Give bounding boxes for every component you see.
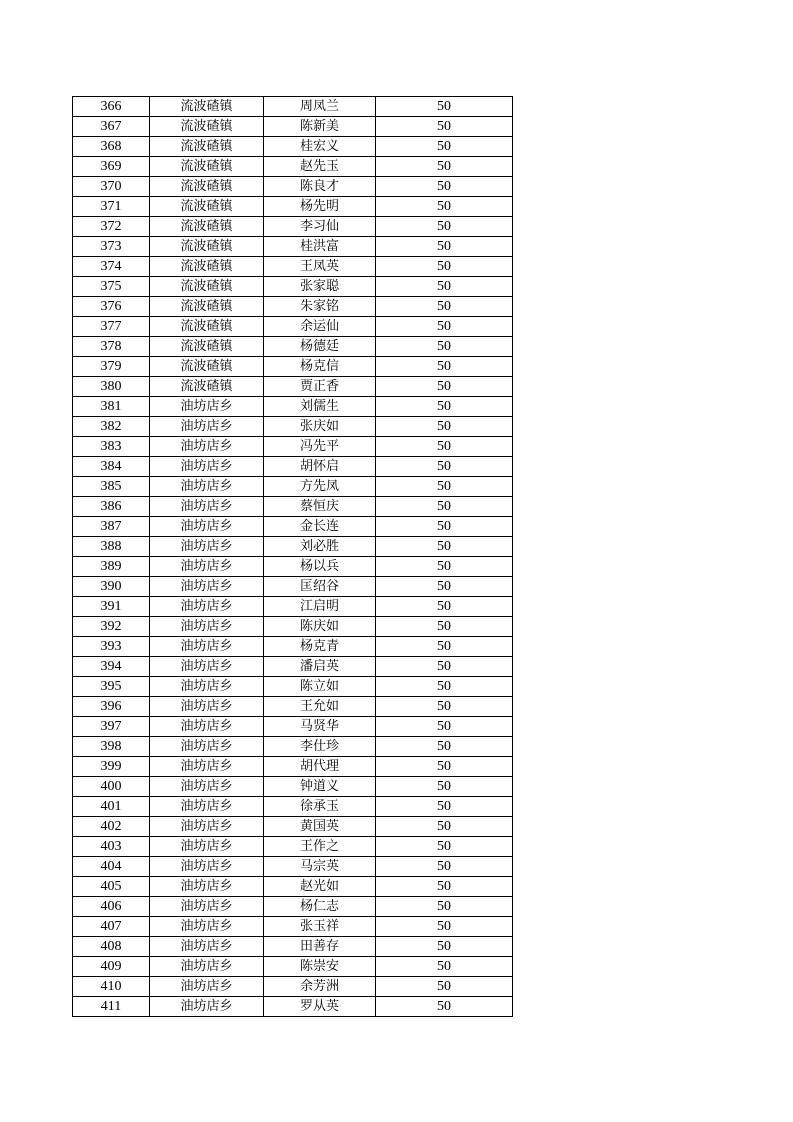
table-row	[73, 257, 513, 277]
table-row	[73, 497, 513, 517]
row-number-cell: 371	[73, 197, 150, 217]
amount-cell: 50	[376, 897, 513, 917]
row-number-cell: 384	[73, 457, 150, 477]
amount-cell: 50	[376, 957, 513, 977]
row-number-cell: 373	[73, 237, 150, 257]
amount-cell: 50	[376, 797, 513, 817]
table-row	[73, 297, 513, 317]
table-row	[73, 817, 513, 837]
amount-cell: 50	[376, 917, 513, 937]
township-cell: 油坊店乡	[150, 957, 264, 977]
table-row	[73, 757, 513, 777]
table-row	[73, 917, 513, 937]
name-cell: 王允如	[264, 697, 376, 717]
table-row	[73, 877, 513, 897]
name-cell: 金长连	[264, 517, 376, 537]
amount-cell: 50	[376, 357, 513, 377]
table-row	[73, 417, 513, 437]
table-row	[73, 357, 513, 377]
table-row	[73, 557, 513, 577]
table-body	[73, 97, 513, 1017]
amount-cell: 50	[376, 637, 513, 657]
amount-cell: 50	[376, 97, 513, 117]
amount-cell: 50	[376, 457, 513, 477]
name-cell: 马宗英	[264, 857, 376, 877]
township-cell: 流波碴镇	[150, 237, 264, 257]
table-row	[73, 957, 513, 977]
township-cell: 油坊店乡	[150, 537, 264, 557]
amount-cell: 50	[376, 217, 513, 237]
township-cell: 油坊店乡	[150, 837, 264, 857]
table-row	[73, 477, 513, 497]
township-cell: 油坊店乡	[150, 917, 264, 937]
amount-cell: 50	[376, 937, 513, 957]
township-cell: 油坊店乡	[150, 617, 264, 637]
name-cell: 余芳洲	[264, 977, 376, 997]
table-row	[73, 137, 513, 157]
township-cell: 油坊店乡	[150, 417, 264, 437]
table-row	[73, 517, 513, 537]
amount-cell: 50	[376, 157, 513, 177]
township-cell: 油坊店乡	[150, 937, 264, 957]
row-number-cell: 381	[73, 397, 150, 417]
row-number-cell: 388	[73, 537, 150, 557]
name-cell: 朱家铭	[264, 297, 376, 317]
name-cell: 杨仁志	[264, 897, 376, 917]
amount-cell: 50	[376, 317, 513, 337]
table-row	[73, 657, 513, 677]
row-number-cell: 400	[73, 777, 150, 797]
row-number-cell: 391	[73, 597, 150, 617]
township-cell: 流波碴镇	[150, 97, 264, 117]
township-cell: 油坊店乡	[150, 457, 264, 477]
township-cell: 油坊店乡	[150, 717, 264, 737]
township-cell: 油坊店乡	[150, 777, 264, 797]
amount-cell: 50	[376, 437, 513, 457]
township-cell: 流波碴镇	[150, 117, 264, 137]
name-cell: 刘必胜	[264, 537, 376, 557]
name-cell: 杨先明	[264, 197, 376, 217]
name-cell: 杨德廷	[264, 337, 376, 357]
table-row	[73, 677, 513, 697]
amount-cell: 50	[376, 197, 513, 217]
amount-cell: 50	[376, 657, 513, 677]
name-cell: 江启明	[264, 597, 376, 617]
row-number-cell: 374	[73, 257, 150, 277]
amount-cell: 50	[376, 777, 513, 797]
name-cell: 贾正香	[264, 377, 376, 397]
amount-cell: 50	[376, 717, 513, 737]
amount-cell: 50	[376, 617, 513, 637]
table-row	[73, 597, 513, 617]
table-row	[73, 937, 513, 957]
row-number-cell: 390	[73, 577, 150, 597]
table-row	[73, 437, 513, 457]
table-row	[73, 897, 513, 917]
amount-cell: 50	[376, 857, 513, 877]
name-cell: 赵先玉	[264, 157, 376, 177]
row-number-cell: 399	[73, 757, 150, 777]
table-row	[73, 277, 513, 297]
table-row	[73, 637, 513, 657]
table-row	[73, 397, 513, 417]
row-number-cell: 393	[73, 637, 150, 657]
amount-cell: 50	[376, 557, 513, 577]
row-number-cell: 377	[73, 317, 150, 337]
township-cell: 油坊店乡	[150, 697, 264, 717]
name-cell: 潘启英	[264, 657, 376, 677]
table-row	[73, 797, 513, 817]
township-cell: 油坊店乡	[150, 757, 264, 777]
name-cell: 钟道义	[264, 777, 376, 797]
township-cell: 油坊店乡	[150, 897, 264, 917]
name-cell: 赵光如	[264, 877, 376, 897]
township-cell: 流波碴镇	[150, 337, 264, 357]
row-number-cell: 410	[73, 977, 150, 997]
name-cell: 王作之	[264, 837, 376, 857]
township-cell: 油坊店乡	[150, 737, 264, 757]
table-row	[73, 117, 513, 137]
name-cell: 王凤英	[264, 257, 376, 277]
amount-cell: 50	[376, 417, 513, 437]
row-number-cell: 383	[73, 437, 150, 457]
amount-cell: 50	[376, 577, 513, 597]
table-row	[73, 837, 513, 857]
table-row	[73, 537, 513, 557]
name-cell: 周凤兰	[264, 97, 376, 117]
amount-cell: 50	[376, 757, 513, 777]
township-cell: 流波碴镇	[150, 217, 264, 237]
row-number-cell: 392	[73, 617, 150, 637]
name-cell: 刘儒生	[264, 397, 376, 417]
table-row	[73, 997, 513, 1017]
row-number-cell: 394	[73, 657, 150, 677]
table-row	[73, 457, 513, 477]
amount-cell: 50	[376, 817, 513, 837]
row-number-cell: 387	[73, 517, 150, 537]
amount-cell: 50	[376, 597, 513, 617]
township-cell: 流波碴镇	[150, 357, 264, 377]
table-row	[73, 737, 513, 757]
name-cell: 桂宏义	[264, 137, 376, 157]
township-cell: 流波碴镇	[150, 157, 264, 177]
township-cell: 流波碴镇	[150, 297, 264, 317]
row-number-cell: 409	[73, 957, 150, 977]
name-cell: 胡怀启	[264, 457, 376, 477]
amount-cell: 50	[376, 477, 513, 497]
table-row	[73, 217, 513, 237]
amount-cell: 50	[376, 297, 513, 317]
amount-cell: 50	[376, 257, 513, 277]
township-cell: 流波碴镇	[150, 137, 264, 157]
row-number-cell: 411	[73, 997, 150, 1017]
name-cell: 田善存	[264, 937, 376, 957]
table-row	[73, 777, 513, 797]
name-cell: 张家聪	[264, 277, 376, 297]
amount-cell: 50	[376, 497, 513, 517]
row-number-cell: 407	[73, 917, 150, 937]
amount-cell: 50	[376, 137, 513, 157]
name-cell: 徐承玉	[264, 797, 376, 817]
row-number-cell: 408	[73, 937, 150, 957]
data-table	[72, 96, 513, 1017]
amount-cell: 50	[376, 337, 513, 357]
row-number-cell: 395	[73, 677, 150, 697]
name-cell: 余运仙	[264, 317, 376, 337]
row-number-cell: 398	[73, 737, 150, 757]
table-row	[73, 317, 513, 337]
row-number-cell: 367	[73, 117, 150, 137]
township-cell: 油坊店乡	[150, 577, 264, 597]
row-number-cell: 397	[73, 717, 150, 737]
name-cell: 蔡恒庆	[264, 497, 376, 517]
name-cell: 杨克信	[264, 357, 376, 377]
township-cell: 油坊店乡	[150, 477, 264, 497]
row-number-cell: 376	[73, 297, 150, 317]
amount-cell: 50	[376, 997, 513, 1017]
name-cell: 方先凤	[264, 477, 376, 497]
amount-cell: 50	[376, 517, 513, 537]
table-row	[73, 617, 513, 637]
township-cell: 油坊店乡	[150, 817, 264, 837]
township-cell: 流波碴镇	[150, 277, 264, 297]
township-cell: 油坊店乡	[150, 997, 264, 1017]
amount-cell: 50	[376, 877, 513, 897]
amount-cell: 50	[376, 277, 513, 297]
name-cell: 李仕珍	[264, 737, 376, 757]
amount-cell: 50	[376, 177, 513, 197]
row-number-cell: 379	[73, 357, 150, 377]
amount-cell: 50	[376, 377, 513, 397]
table-row	[73, 697, 513, 717]
township-cell: 油坊店乡	[150, 857, 264, 877]
name-cell: 陈立如	[264, 677, 376, 697]
township-cell: 油坊店乡	[150, 657, 264, 677]
name-cell: 黄国英	[264, 817, 376, 837]
township-cell: 流波碴镇	[150, 177, 264, 197]
name-cell: 冯先平	[264, 437, 376, 457]
name-cell: 张庆如	[264, 417, 376, 437]
township-cell: 油坊店乡	[150, 877, 264, 897]
table-row	[73, 377, 513, 397]
township-cell: 流波碴镇	[150, 197, 264, 217]
name-cell: 陈庆如	[264, 617, 376, 637]
name-cell: 陈良才	[264, 177, 376, 197]
row-number-cell: 385	[73, 477, 150, 497]
table-row	[73, 977, 513, 997]
township-cell: 油坊店乡	[150, 797, 264, 817]
row-number-cell: 372	[73, 217, 150, 237]
row-number-cell: 402	[73, 817, 150, 837]
row-number-cell: 366	[73, 97, 150, 117]
name-cell: 马贤华	[264, 717, 376, 737]
township-cell: 油坊店乡	[150, 557, 264, 577]
row-number-cell: 368	[73, 137, 150, 157]
row-number-cell: 375	[73, 277, 150, 297]
name-cell: 匡绍谷	[264, 577, 376, 597]
name-cell: 罗从英	[264, 997, 376, 1017]
township-cell: 油坊店乡	[150, 437, 264, 457]
table-row	[73, 197, 513, 217]
row-number-cell: 378	[73, 337, 150, 357]
row-number-cell: 386	[73, 497, 150, 517]
table-row	[73, 857, 513, 877]
row-number-cell: 403	[73, 837, 150, 857]
name-cell: 胡代理	[264, 757, 376, 777]
amount-cell: 50	[376, 397, 513, 417]
row-number-cell: 404	[73, 857, 150, 877]
amount-cell: 50	[376, 117, 513, 137]
amount-cell: 50	[376, 677, 513, 697]
row-number-cell: 406	[73, 897, 150, 917]
township-cell: 流波碴镇	[150, 317, 264, 337]
table-row	[73, 97, 513, 117]
row-number-cell: 389	[73, 557, 150, 577]
row-number-cell: 380	[73, 377, 150, 397]
name-cell: 桂洪富	[264, 237, 376, 257]
township-cell: 流波碴镇	[150, 377, 264, 397]
township-cell: 油坊店乡	[150, 397, 264, 417]
name-cell: 杨克青	[264, 637, 376, 657]
table-row	[73, 717, 513, 737]
township-cell: 流波碴镇	[150, 257, 264, 277]
amount-cell: 50	[376, 697, 513, 717]
township-cell: 油坊店乡	[150, 517, 264, 537]
township-cell: 油坊店乡	[150, 597, 264, 617]
township-cell: 油坊店乡	[150, 977, 264, 997]
name-cell: 陈新美	[264, 117, 376, 137]
document-table-container	[72, 96, 513, 1017]
row-number-cell: 401	[73, 797, 150, 817]
name-cell: 李习仙	[264, 217, 376, 237]
table-row	[73, 237, 513, 257]
row-number-cell: 370	[73, 177, 150, 197]
table-row	[73, 177, 513, 197]
amount-cell: 50	[376, 537, 513, 557]
table-row	[73, 157, 513, 177]
table-row	[73, 337, 513, 357]
township-cell: 油坊店乡	[150, 637, 264, 657]
name-cell: 杨以兵	[264, 557, 376, 577]
row-number-cell: 396	[73, 697, 150, 717]
row-number-cell: 382	[73, 417, 150, 437]
name-cell: 陈崇安	[264, 957, 376, 977]
township-cell: 油坊店乡	[150, 677, 264, 697]
amount-cell: 50	[376, 837, 513, 857]
amount-cell: 50	[376, 977, 513, 997]
name-cell: 张玉祥	[264, 917, 376, 937]
table-row	[73, 577, 513, 597]
township-cell: 油坊店乡	[150, 497, 264, 517]
row-number-cell: 369	[73, 157, 150, 177]
amount-cell: 50	[376, 737, 513, 757]
row-number-cell: 405	[73, 877, 150, 897]
amount-cell: 50	[376, 237, 513, 257]
